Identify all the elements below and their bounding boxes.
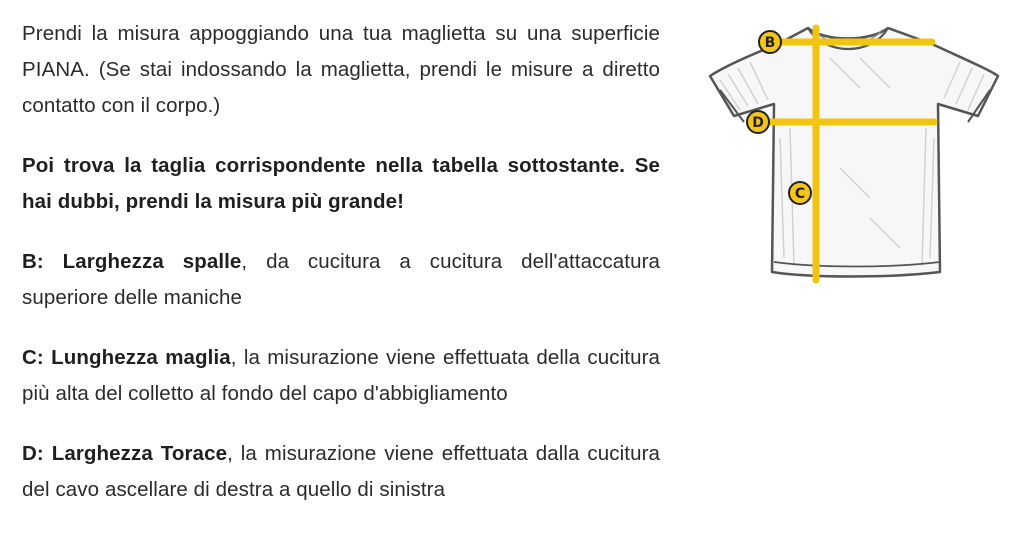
intro-paragraph: Prendi la misura appoggiando una tua maglietta su una superficie PIANA. (Se stai indossando la maglietta, prendi le misure a diretto contatto con il corpo.) [22,22,660,117]
tshirt-measurement-diagram [700,18,1010,288]
measure-b-paragraph [22,244,660,316]
marker-d-label: D [752,115,764,131]
tshirt-outline [710,28,998,277]
marker-d [747,111,769,133]
marker-b-label: B [764,35,776,51]
measure-d-paragraph [22,436,660,508]
highlight-paragraph: Poi trova la taglia corrispondente nella tabella sottostante. Se hai dubbi, prendi la misura più grande! [22,154,660,213]
measure-c-term: C: Lunghezza maglia [22,346,231,369]
measure-c-paragraph [22,340,660,412]
marker-c [789,182,811,204]
measure-d-description: , la misurazione viene effettuata dalla cucitura del cavo ascellare di destra a quello di sinistra [22,442,661,501]
measure-b-term: B: Larghezza spalle [22,250,242,273]
measure-d-term: D: Larghezza Torace [22,442,228,465]
marker-c-label: C [794,186,806,202]
marker-b [759,31,781,53]
measure-b-description: , da cucitura a cucitura dell'attaccatura superiore delle maniche [22,250,661,309]
tshirt-illustration [700,18,1010,288]
instructions-column [22,16,660,532]
measure-c-description: , la misurazione viene effettuata della cucitura più alta del colletto al fondo del capo d'abbigliamento [22,346,660,405]
